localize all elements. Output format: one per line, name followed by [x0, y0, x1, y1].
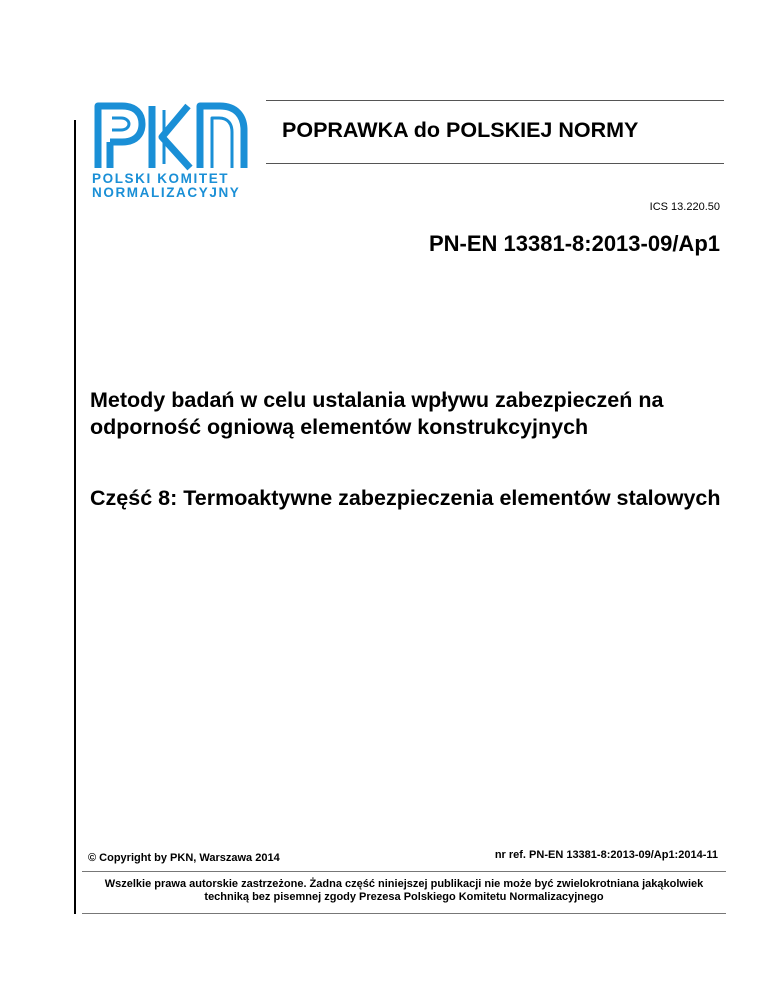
- reference-number: nr ref. PN-EN 13381-8:2013-09/Ap1:2014-11: [494, 849, 718, 861]
- left-margin-rule: [74, 120, 76, 914]
- pkn-logo-mark: [92, 100, 262, 172]
- footer-rule-top: [82, 871, 726, 872]
- ics-code: ICS 13.220.50: [649, 201, 720, 213]
- rights-notice: Wszelkie prawa autorskie zastrzeżone. Żadna część niniejszej publikacji nie może być zwielokrotniana jakąkolwiek techniką bez pisemnej zgody Prezesa Polskiego Komitetu Normalizacyjnego: [104, 878, 704, 903]
- copyright-notice: © Copyright by PKN, Warszawa 2014: [88, 852, 280, 864]
- footer-rule-bottom: [82, 913, 726, 914]
- document-type-heading: POPRAWKA do POLSKIEJ NORMY: [282, 118, 639, 142]
- document-title: Metody badań w celu ustalania wpływu zabezpieczeń na odporność ogniową elementów konstrukcyjnych: [90, 388, 664, 439]
- document-subtitle: Część 8: Termoaktywne zabezpieczenia elementów stalowych: [90, 486, 721, 510]
- header-rule-bottom: [266, 163, 724, 164]
- logo-text-polski-komitet: POLSKI KOMITET: [92, 171, 230, 186]
- logo-text-normalizacyjny: NORMALIZACYJNY: [92, 185, 241, 200]
- header-rule-top: [266, 100, 724, 101]
- standard-number: PN-EN 13381-8:2013-09/Ap1: [428, 231, 720, 256]
